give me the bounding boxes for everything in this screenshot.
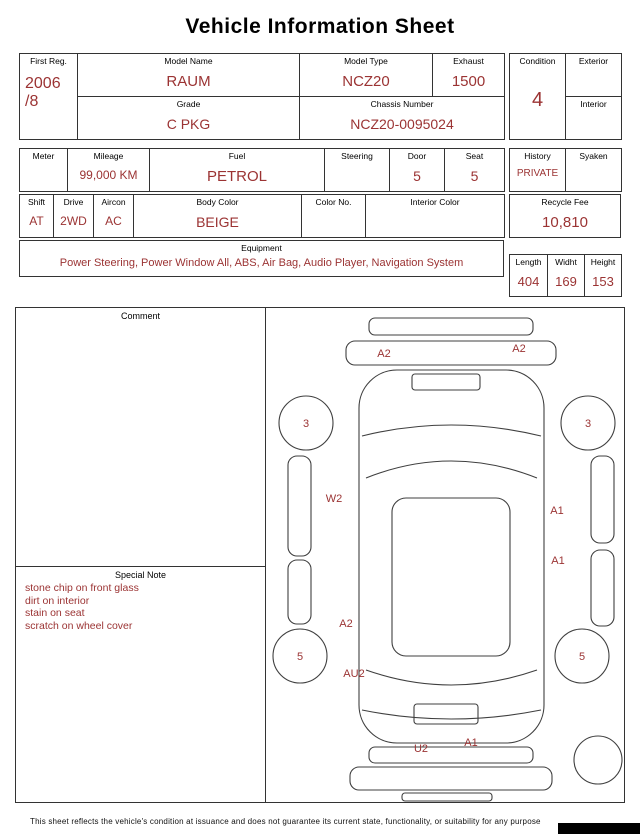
exterior-label: Exterior	[578, 56, 609, 66]
inspection-section	[15, 307, 625, 803]
height-value: 153	[592, 274, 614, 289]
car-left-rear-door	[288, 560, 311, 624]
seat-value: 5	[470, 168, 479, 184]
width-value: 169	[555, 274, 577, 289]
field-equipment	[20, 241, 504, 277]
damage-mark: A2	[512, 343, 526, 355]
field-interior	[566, 97, 622, 140]
damage-mark: A1	[464, 737, 478, 749]
recycle-fee-value: 10,810	[542, 214, 588, 231]
model-type-label: Model Type	[344, 56, 388, 66]
interior-value	[566, 110, 621, 116]
steering-label: Steering	[341, 151, 373, 161]
aircon-label: Aircon	[101, 197, 126, 207]
header-left-column	[19, 53, 504, 277]
field-shift	[20, 195, 54, 238]
field-height	[585, 255, 622, 297]
field-first-reg	[20, 54, 78, 140]
grade-value: C PKG	[166, 116, 211, 132]
comment-label: Comment	[120, 311, 160, 321]
dimensions-table	[509, 254, 622, 297]
meter-label: Meter	[32, 151, 55, 161]
field-meter	[20, 149, 68, 192]
comment-panel	[16, 308, 266, 802]
history-value: PRIVATE	[516, 168, 559, 179]
damage-mark: A1	[550, 505, 564, 517]
car-left-front-door	[288, 456, 311, 556]
fuel-label: Fuel	[228, 151, 246, 161]
field-fuel	[150, 149, 325, 192]
syaken-value	[566, 162, 621, 168]
exhaust-value: 1500	[451, 73, 486, 90]
special-note-item: stain on seat	[25, 607, 85, 619]
seat-label: Seat	[465, 151, 484, 161]
field-syaken	[566, 149, 622, 192]
damage-mark: 5	[296, 651, 304, 663]
recycle-fee-label: Recycle Fee	[541, 197, 589, 207]
scan-artifact	[558, 823, 640, 834]
drivetrain-table	[19, 194, 505, 238]
condition-table	[509, 53, 622, 140]
model-name-value: RAUM	[166, 73, 211, 90]
chassis-number-value: NCZ20-0095024	[350, 116, 454, 132]
first-reg-year: 2006	[25, 75, 61, 92]
interior-color-label: Interior Color	[410, 197, 460, 207]
field-color-no	[302, 195, 366, 238]
car-body	[359, 370, 544, 743]
exhaust-label: Exhaust	[453, 56, 484, 66]
page-title: Vehicle Information Sheet	[185, 15, 455, 38]
special-note-panel	[16, 566, 265, 632]
field-chassis-number	[300, 97, 505, 140]
field-width	[548, 255, 585, 297]
equipment-table	[19, 240, 504, 277]
car-damage-diagram	[266, 308, 626, 802]
damage-mark: A2	[377, 348, 391, 360]
field-length	[510, 255, 548, 297]
equipment-label: Equipment	[241, 243, 282, 253]
damage-mark: U2	[413, 743, 429, 755]
interior-label: Interior	[580, 99, 607, 109]
mileage-label: Mileage	[93, 151, 124, 161]
shift-label: Shift	[27, 197, 45, 207]
field-door	[390, 149, 445, 192]
interior-color-value	[366, 208, 504, 214]
damage-mark: 3	[302, 418, 310, 430]
height-label: Height	[590, 257, 616, 267]
special-note-label: Special Note	[114, 570, 167, 580]
body-color-label: Body Color	[196, 197, 239, 207]
damage-mark: 5	[578, 651, 586, 663]
meter-value	[20, 162, 67, 168]
width-label: Widht	[555, 257, 577, 267]
field-grade	[78, 97, 300, 140]
body-color-value: BEIGE	[196, 214, 239, 230]
door-label: Door	[407, 151, 427, 161]
field-exhaust	[433, 54, 505, 97]
history-label: History	[524, 151, 551, 161]
first-reg-label: First Reg.	[30, 56, 67, 66]
special-note-item: scratch on wheel cover	[25, 619, 133, 632]
length-value: 404	[517, 274, 540, 289]
equipment-value: Power Steering, Power Window All, ABS, Air Bag, Audio Player, Navigation System	[59, 257, 464, 269]
header-tables	[0, 53, 640, 297]
field-condition	[510, 54, 566, 140]
steering-value	[325, 162, 389, 168]
grade-label: Grade	[176, 99, 201, 109]
first-reg-month: /8	[25, 93, 39, 110]
damage-mark: W2	[325, 493, 343, 505]
aircon-value: AC	[105, 214, 122, 228]
drive-label: Drive	[63, 197, 84, 207]
chassis-number-label: Chassis Number	[370, 99, 434, 109]
length-label: Length	[515, 257, 542, 267]
recycle-fee-table	[509, 194, 621, 238]
car-front-lower-strip	[402, 793, 492, 801]
syaken-label: Syaken	[579, 151, 608, 161]
model-name-label: Model Name	[164, 56, 213, 66]
fuel-value: PETROL	[206, 168, 267, 185]
field-body-color	[134, 195, 302, 238]
damage-mark: A1	[551, 555, 565, 567]
history-table	[509, 148, 622, 192]
special-note-item: dirt on interior	[25, 594, 90, 607]
field-history	[510, 149, 566, 192]
car-top-view	[266, 308, 626, 802]
car-right-rear-door	[591, 550, 614, 626]
field-model-type	[300, 54, 433, 97]
door-value: 5	[413, 168, 421, 184]
disclaimer-text: This sheet reflects the vehicle's condition at issuance and does not guarantee its current state, functionality, or suitability for any purpose	[30, 817, 541, 826]
drive-value: 2WD	[60, 214, 87, 228]
vehicle-identity-table	[19, 53, 505, 140]
condition-label: Condition	[519, 56, 556, 66]
model-type-value: NCZ20	[342, 73, 390, 90]
shift-value: AT	[29, 214, 44, 228]
color-no-label: Color No.	[315, 197, 352, 207]
field-exterior	[566, 54, 622, 97]
field-model-name	[78, 54, 300, 97]
field-recycle-fee	[510, 195, 621, 238]
car-top-strip	[369, 318, 533, 335]
field-seat	[445, 149, 505, 192]
car-front-bumper	[350, 767, 552, 790]
header-right-column	[509, 53, 621, 297]
damage-mark: A2	[339, 618, 353, 630]
field-steering	[325, 149, 390, 192]
special-note-item: stone chip on front glass	[25, 582, 139, 594]
damage-mark: 3	[584, 418, 592, 430]
car-front-strip	[369, 747, 533, 763]
field-drive	[54, 195, 94, 238]
field-interior-color	[366, 195, 505, 238]
damage-mark: AU2	[343, 668, 365, 680]
mileage-value: 99,000 KM	[79, 168, 138, 182]
field-aircon	[94, 195, 134, 238]
field-mileage	[68, 149, 150, 192]
color-no-value	[302, 208, 365, 214]
car-spare-wheel	[574, 736, 622, 784]
usage-table	[19, 148, 505, 192]
exterior-value	[566, 67, 621, 73]
car-right-front-door	[591, 456, 614, 543]
condition-value: 4	[531, 89, 544, 111]
